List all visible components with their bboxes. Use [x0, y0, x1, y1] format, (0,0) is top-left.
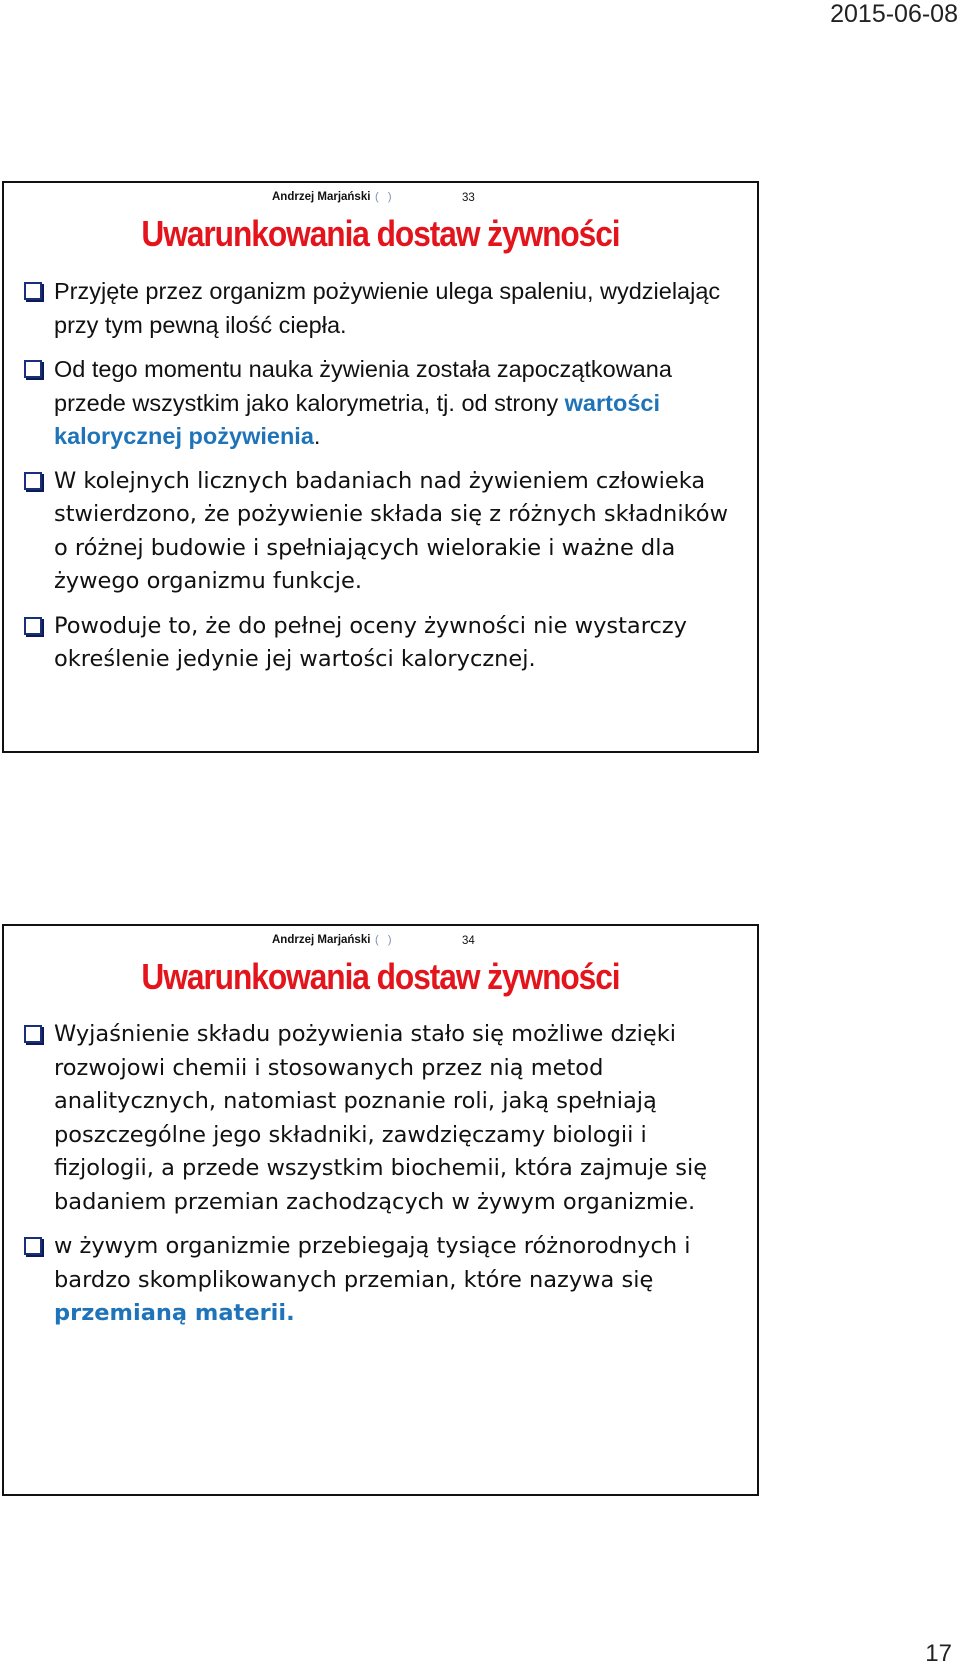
- highlighted-term: przemianą materii.: [54, 1300, 295, 1326]
- bullet-text: Powoduje to, że do pełnej oceny żywności nie wystarczy określenie jedynie jej wartości kalorycznej.: [54, 612, 687, 672]
- slide-number: 34: [462, 935, 475, 947]
- slide-author: Andrzej Marjański: [272, 191, 371, 203]
- slide-author: Andrzej Marjański: [272, 934, 371, 946]
- bullet-text: Przyjęte przez organizm pożywienie ulega spaleniu, wydzielając przy tym pewną ilość ciepła.: [54, 278, 721, 338]
- slide-title: Uwarunkowania dostaw żywności: [141, 213, 620, 254]
- checkbox-bullet-icon: [24, 1025, 42, 1043]
- bullet-text: Od tego momentu nauka żywienia została zapoczątkowana przede wszystkim jako kalorymetria, tj. od strony: [54, 356, 672, 416]
- slide-author-paren: ( ): [375, 191, 392, 203]
- slide-34: [2, 924, 759, 1496]
- bullet-item: [24, 275, 745, 342]
- bullet-item: [24, 353, 745, 454]
- checkbox-bullet-icon: [24, 472, 42, 490]
- bullet-text-suffix: .: [313, 423, 321, 449]
- bullet-item: [24, 1018, 745, 1219]
- checkbox-bullet-icon: [24, 617, 42, 635]
- bullet-item: [24, 465, 745, 599]
- checkbox-bullet-icon: [24, 282, 42, 300]
- bullet-text: W kolejnych licznych badaniach nad żywieniem człowieka stwierdzono, że pożywienie składa się z różnych składników o różnej budowie i spełniających wielorakie i ważne dla żywego organizmu funkcje.: [54, 467, 728, 594]
- bullet-text: Wyjaśnienie składu pożywienia stało się możliwe dzięki rozwojowi chemii i stosowanych przez nią metod analitycznych, natomiast poznanie roli, jaką spełniają poszczególne jego składniki, zawdzięczamy biologii i fizjologii, a przede wszystkim biochemii, która zajmuje się badaniem przemian zachodzących w żywym organizmie.: [54, 1021, 708, 1215]
- slide-author-paren: ( ): [375, 934, 392, 946]
- slide-title: Uwarunkowania dostaw żywności: [141, 956, 620, 997]
- checkbox-bullet-icon: [24, 1237, 42, 1255]
- page-number: 17: [925, 1640, 952, 1667]
- bullet-list: [24, 275, 745, 688]
- checkbox-bullet-icon: [24, 360, 42, 378]
- slide-header: [272, 934, 492, 950]
- slide-header: [272, 191, 492, 207]
- bullet-text: w żywym organizmie przebiegają tysiące różnorodnych i bardzo skomplikowanych przemian, które nazywa się: [54, 1233, 691, 1293]
- slide-number: 33: [462, 192, 475, 204]
- bullet-item: [24, 1230, 745, 1331]
- bullet-item: [24, 610, 745, 677]
- slide-33: [2, 181, 759, 753]
- bullet-list: [24, 1018, 745, 1342]
- page-date: 2015-06-08: [830, 0, 958, 28]
- highlighted-term: wartości kalorycznej pożywienia: [54, 389, 660, 449]
